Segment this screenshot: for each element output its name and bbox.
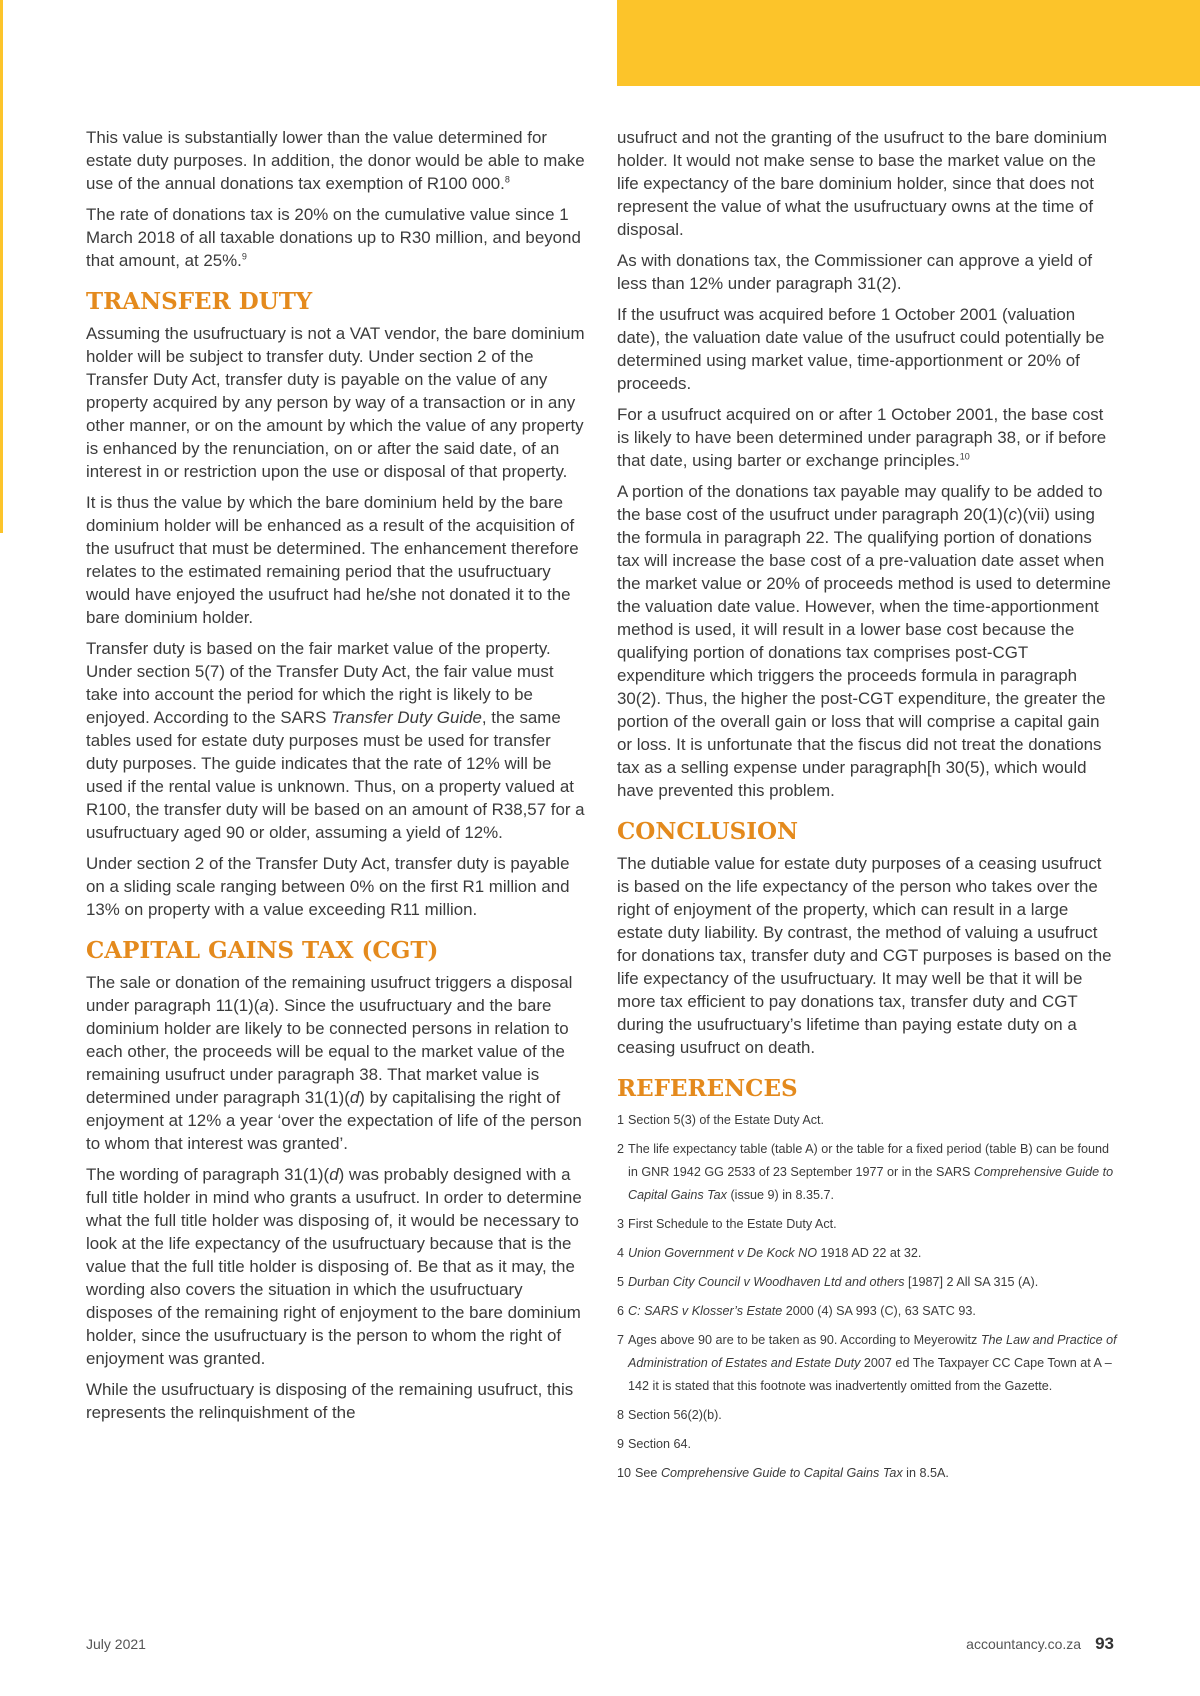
paragraph: Assuming the usufructuary is not a VAT vendor, the bare dominium holder will be subject to transfer duty. Under section 2 of the Transfer Duty Act, transfer duty is payable on the value of any property acquired by any person by way of a transaction or in any other manner, or on the amount by which the value of any property is enhanced by the renunciation, on or after the said date, of an interest in or restriction upon the use or disposal of that property. — [86, 324, 585, 481]
paragraph: For a usufruct acquired on or after 1 October 2001, the base cost is likely to have been determined under paragraph 38, or if before that date, using barter or exchange principles.$^{10}$ — [617, 405, 1107, 470]
section-heading-cgt: CAPITAL GAINS TAX (CGT) — [86, 937, 439, 964]
reference-item: 6 C: SARS v Klosser’s Estate 2000 (4) SA 993 (C), 63 SATC 93. — [617, 1304, 976, 1318]
paragraph: usufruct and not the granting of the usufruct to the bare dominium holder. It would not make sense to base the market value on the life expectancy of the bare dominium holder, since that does not represent the value of what the usufructuary owns at the time of disposal. — [617, 128, 1108, 239]
reference-item: 10 See Comprehensive Guide to Capital Gains Tax in 8.5A. — [617, 1466, 949, 1480]
paragraph: Under section 2 of the Transfer Duty Act, transfer duty is payable on a sliding scale ranging between 0% on the first R1 million and 13% on property with a value exceeding R11 million. — [86, 854, 570, 919]
paragraph: As with donations tax, the Commissioner can approve a yield of less than 12% under paragraph 31(2). — [617, 251, 1093, 293]
reference-item: 9 Section 64. — [617, 1437, 692, 1451]
section-heading-transfer-duty: TRANSFER DUTY — [86, 288, 313, 315]
footer-date: July 2021 — [86, 1636, 146, 1652]
reference-item: 5 Durban City Council v Woodhaven Ltd and others [1987] 2 All SA 315 (A). — [617, 1275, 1039, 1289]
footer-site-link[interactable]: accountancy.co.za — [966, 1636, 1082, 1652]
footer-right — [966, 1634, 1114, 1654]
header-accent-block — [617, 0, 1200, 86]
reference-item: 7 Ages above 90 are to be taken as 90. According to Meyerowitz The Law and Practice of Administration of Estates and Estate Duty 2007 ed The Taxpayer CC Cape Town at A – 142 it is stated that this footnote was inadvertently omitted from the Gazette. — [617, 1333, 1117, 1393]
page-number: 93 — [1095, 1634, 1114, 1653]
section-heading-conclusion: CONCLUSION — [617, 818, 799, 845]
footnote-marker: 9 — [241, 251, 247, 262]
paragraph: The sale or donation of the remaining usufruct triggers a disposal under paragraph 11(1)(a). Since the usufructuary and the bare dominium holder are likely to be connected persons in relation to each other, the proceeds will be equal to the market value of the remaining usufruct under paragraph 38. That market value is determined under paragraph 31(1)(d) by capitalising the right of enjoyment at 12% a year ‘over the expectation of life of the person to whom that interest was granted’. — [86, 973, 582, 1153]
left-column — [86, 126, 586, 1432]
section-heading-references: REFERENCES — [617, 1075, 798, 1102]
reference-item: 2 The life expectancy table (table A) or the table for a fixed period (table B) can be found in GNR 1942 GG 2533 of 23 September 1977 or in the SARS Comprehensive Guide to Capital Gains Tax (issue 9) in 8.35.7. — [617, 1142, 1114, 1202]
reference-item: 3 First Schedule to the Estate Duty Act. — [617, 1217, 837, 1231]
paragraph: A portion of the donations tax payable may qualify to be added to the base cost of the usufruct under paragraph 20(1)(c)(vii) using the formula in paragraph 22. The qualifying portion of donations tax will increase the base cost of a pre-valuation date asset when the market value or 20% of proceeds method is used to determine the valuation date value. However, when the time-apportionment method is used, it will result in a lower base cost because the qualifying portion of donations tax comprises post-CGT expenditure which triggers the proceeds formula in paragraph 30(2). Thus, the higher the post-CGT expenditure, the greater the portion of the overall gain or loss that will comprise a capital gain or loss. It is unfortunate that the fiscus did not treat the donations tax as a selling expense under paragraph[h 30(5), which would have prevented this problem. — [617, 482, 1111, 800]
paragraph: The rate of donations tax is 20% on the cumulative value since 1 March 2018 of all taxable donations up to R30 million, and beyond that amount, at 25%.$^9$ — [86, 205, 581, 270]
references-list — [617, 1109, 1117, 1485]
footnote-marker: 10 — [959, 451, 970, 462]
reference-item: 4 Union Government v De Kock NO 1918 AD 22 at 32. — [617, 1246, 922, 1260]
paragraph: It is thus the value by which the bare dominium held by the bare dominium holder will be enhanced as a result of the acquisition of the usufruct that must be determined. The enhancement therefore relates to the estimated remaining period that the usufructuary would have enjoyed the usufruct had he/she not donated it to the bare dominium holder. — [86, 493, 579, 627]
paragraph: If the usufruct was acquired before 1 October 2001 (valuation date), the valuation date value of the usufruct could potentially be determined using market value, time-apportionment or 20% of proceeds. — [617, 305, 1105, 393]
paragraph: While the usufructuary is disposing of the remaining usufruct, this represents the relinquishment of the — [86, 1380, 574, 1422]
footnote-marker: 8 — [504, 174, 510, 185]
left-accent-line — [0, 0, 3, 533]
reference-item: 8 Section 56(2)(b). — [617, 1408, 722, 1422]
paragraph: This value is substantially lower than the value determined for estate duty purposes. In addition, the donor would be able to make use of the annual donations tax exemption of R100 000.$^8$ — [86, 128, 585, 193]
paragraph: Transfer duty is based on the fair market value of the property. Under section 5(7) of the Transfer Duty Act, the fair value must take into account the period for which the right is likely to be enjoyed. According to the SARS Transfer Duty Guide, the same tables used for estate duty purposes must be used for transfer duty purposes. The guide indicates that the rate of 12% will be used if the rental value is unknown. Thus, on a property valued at R100, the transfer duty will be based on an amount of R38,57 for a usufructuary aged 90 or older, assuming a yield of 12%. — [86, 639, 585, 842]
paragraph: The dutiable value for estate duty purposes of a ceasing usufruct is based on the life expectancy of the person who takes over the right of enjoyment of the property, which can result in a large estate duty liability. By contrast, the method of valuing a usufruct for donations tax, transfer duty and CGT purposes is based on the life expectancy of the usufructuary. It may well be that it will be more tax efficient to pay donations tax, transfer duty and CGT during the usufructuary’s lifetime than paying estate duty on a ceasing usufruct on death. — [617, 854, 1112, 1057]
right-column — [617, 126, 1117, 1491]
reference-item: 1 Section 5(3) of the Estate Duty Act. — [617, 1113, 825, 1127]
paragraph: The wording of paragraph 31(1)(d) was probably designed with a full title holder in mind who grants a usufruct. In order to determine what the full title holder was disposing of, it would be necessary to look at the life expectancy of the usufructuary because that is the value that the full title holder is disposing of. Be that as it may, the wording also covers the situation in which the usufructuary disposes of the remaining right of enjoyment to the bare dominium holder, since the usufructuary is the person to whom the right of enjoyment was granted. — [86, 1165, 582, 1368]
